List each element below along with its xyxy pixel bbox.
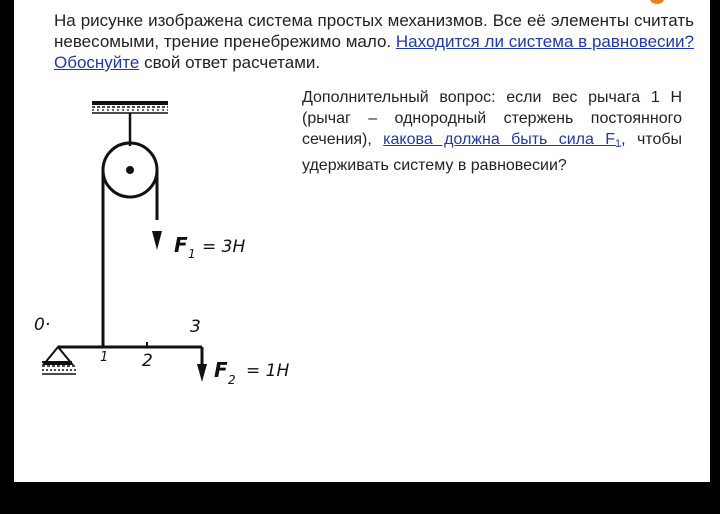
problem-statement (54, 10, 694, 73)
pivot-label: 0· (34, 315, 51, 335)
mechanism-diagram (14, 90, 314, 390)
lever-mark-2: 2 (142, 351, 153, 371)
force-f2-label: F (214, 358, 228, 382)
equilibrium-question-link[interactable]: Находится ли система в равновесии? Обоснуйте (54, 32, 695, 72)
pivot-support (42, 347, 76, 374)
ceiling-support (92, 101, 168, 146)
force-f2-subscript: 2 (228, 373, 236, 387)
force-f1-label: F (174, 233, 188, 257)
force-question-link[interactable] (383, 131, 621, 148)
force-question-link-text: какова должна быть сила F (383, 131, 616, 148)
extra-question (302, 87, 682, 176)
problem-sheet (14, 0, 710, 482)
lever-mark-3: 3 (190, 317, 201, 337)
force-question-subscript: 1 (615, 138, 622, 150)
extra-question-text: Дополнительный вопрос: если вес рычага 1 Н (рычаг – однородный стержень постоянного сечения), (302, 89, 682, 148)
orange-indicator (650, 0, 664, 4)
force-f1-subscript: 1 (188, 247, 196, 261)
force-f1-arrow (152, 231, 162, 250)
force-f1-value: = 3Н (202, 237, 246, 257)
extra-question-tail: , чтобы удерживать систему в равновесии? (302, 131, 683, 174)
bottom-black-bar (0, 482, 720, 514)
lever-mark-1: 1 (100, 350, 109, 365)
force-f2-arrow (197, 364, 207, 382)
pulley (103, 143, 157, 197)
statement-text: На рисунке изображена система простых механизмов. Все её элементы считать невесомыми, трение пренебрежимо мало. (54, 11, 694, 51)
statement-tail: свой ответ расчетами. (139, 53, 321, 72)
force-f2-value: = 1Н (246, 361, 290, 381)
